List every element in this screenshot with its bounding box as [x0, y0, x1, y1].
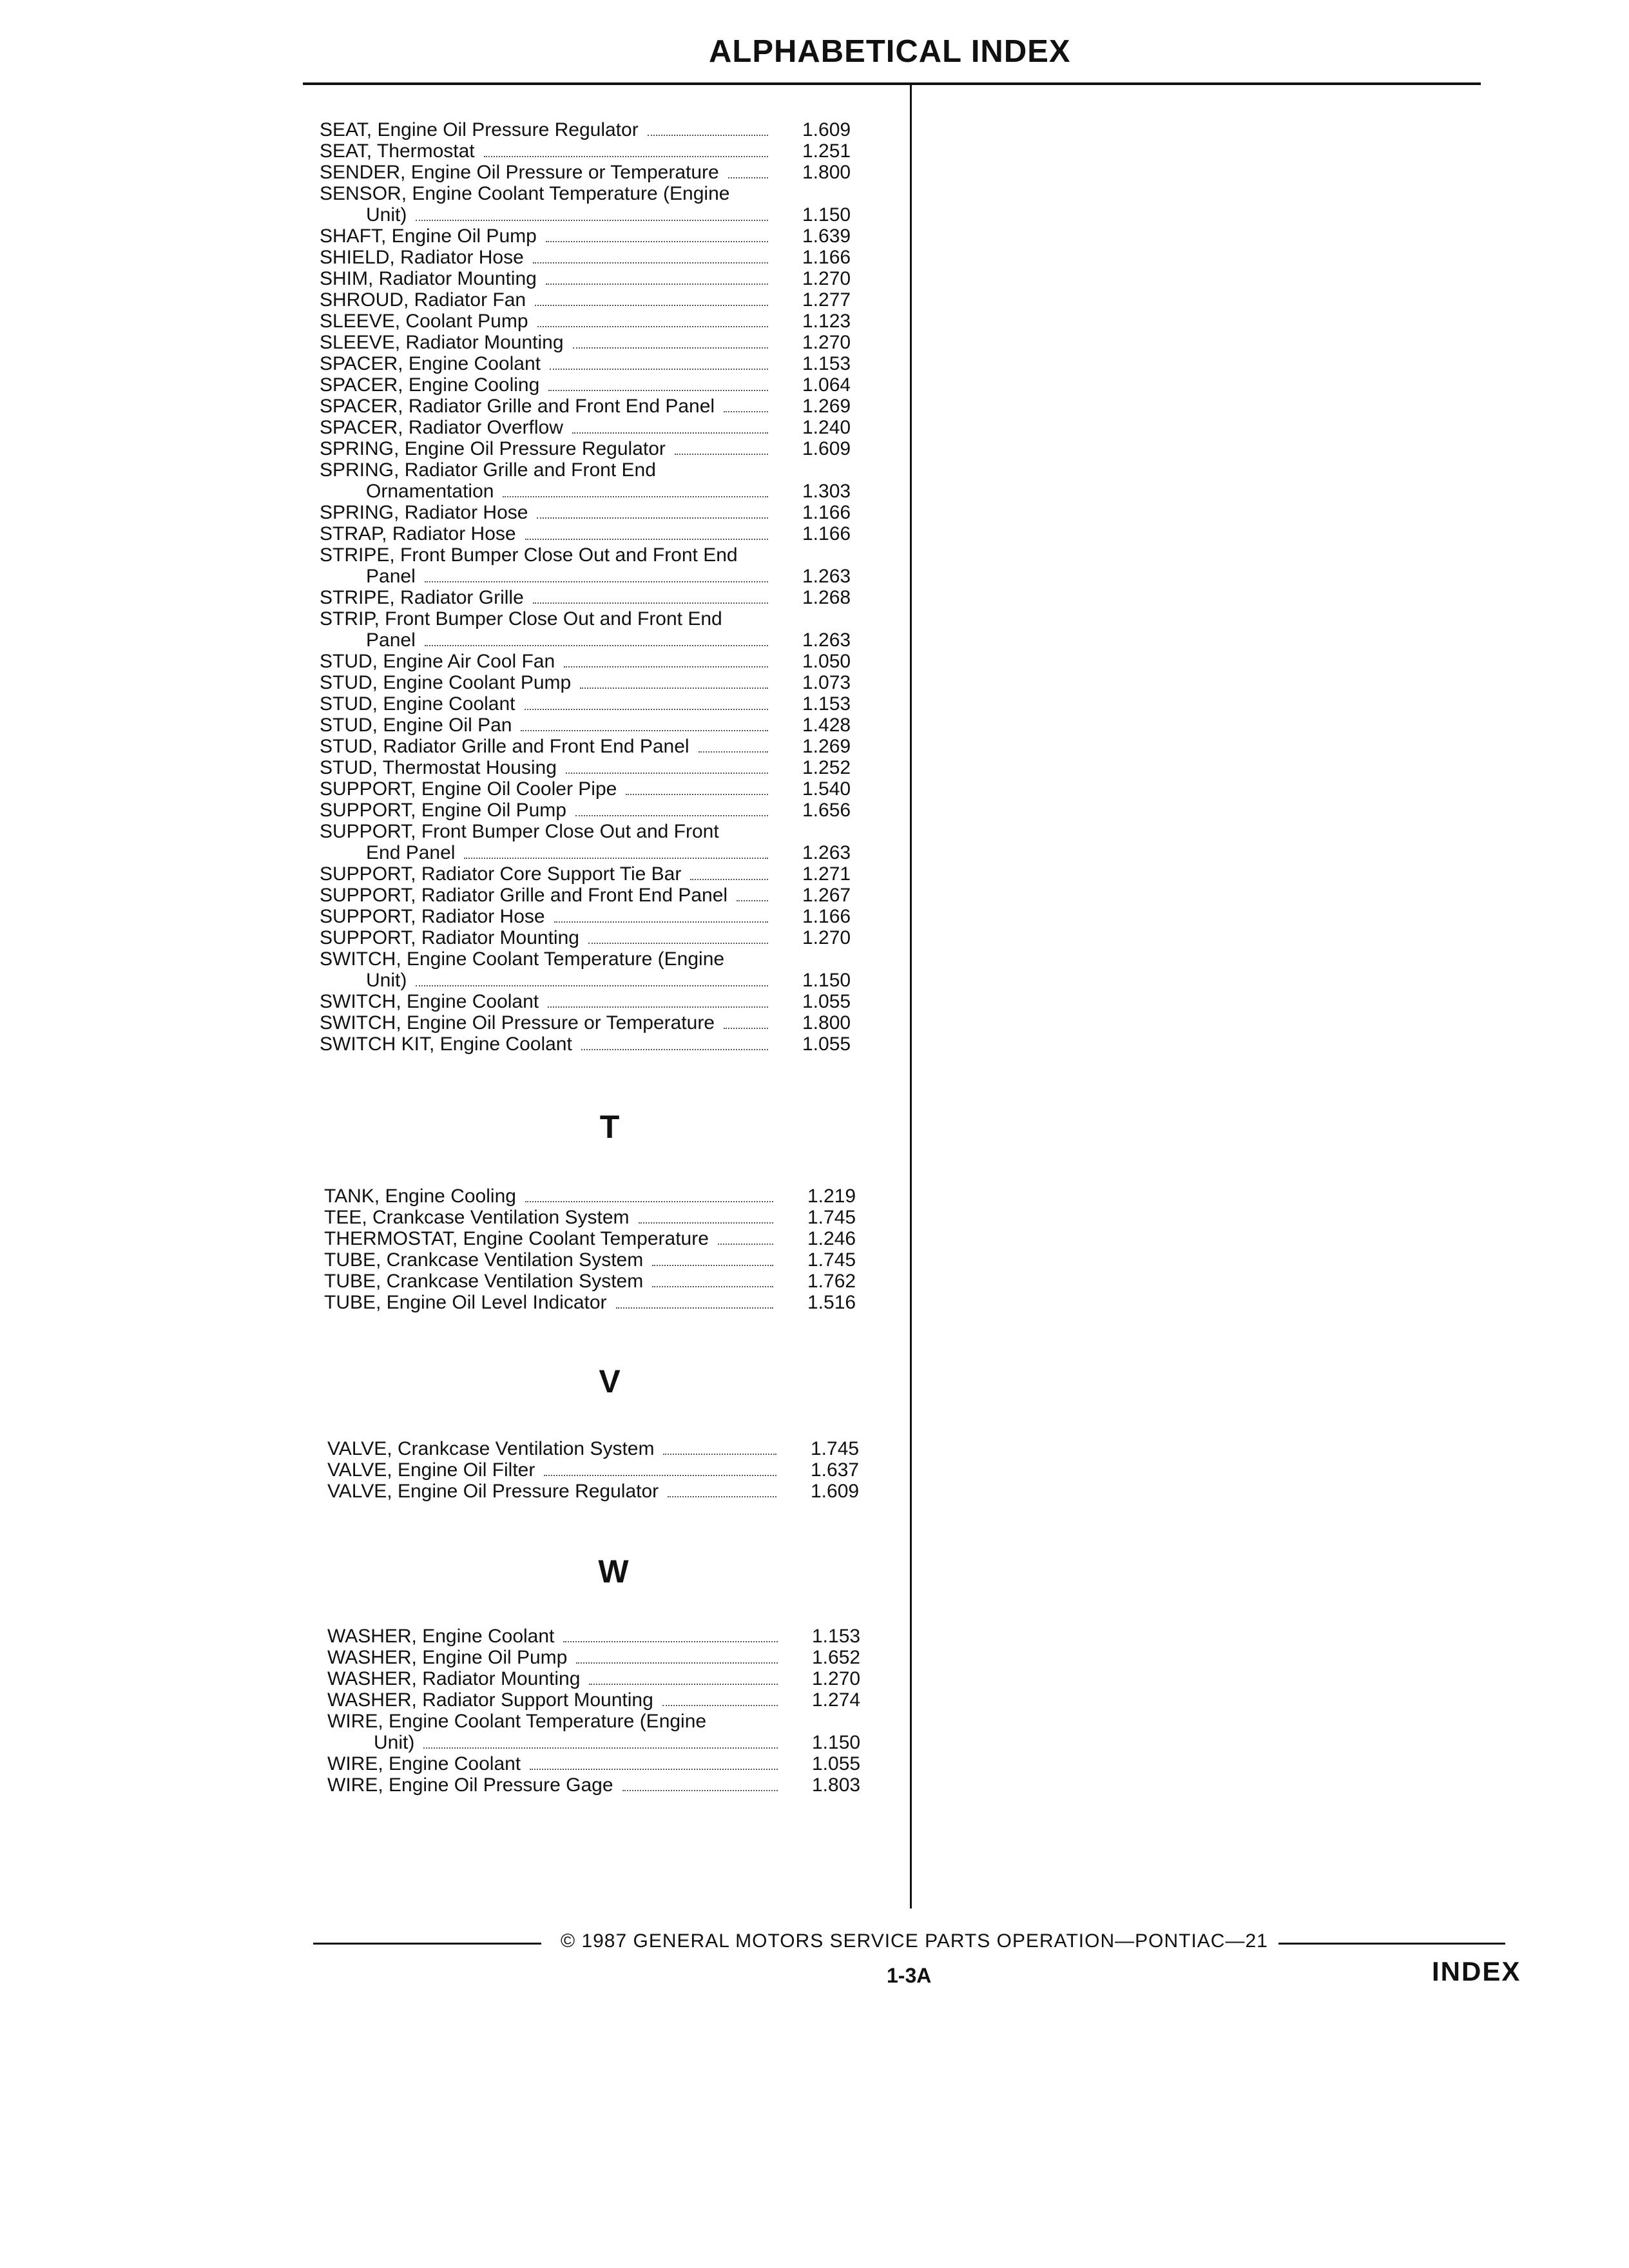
dot-leader	[533, 601, 768, 604]
entry-text-continued: Panel	[366, 629, 416, 651]
index-entry	[0, 268, 902, 289]
header-rule	[303, 82, 1481, 85]
page-reference: 1.246	[807, 1228, 856, 1249]
dot-leader	[425, 643, 768, 646]
dot-leader	[546, 239, 768, 242]
index-entry	[0, 651, 902, 672]
index-entry	[0, 502, 902, 523]
entry-text: SPACER, Radiator Grille and Front End Panel	[320, 396, 715, 417]
index-entry	[0, 1774, 902, 1796]
index-entry	[0, 1438, 902, 1459]
index-entry	[0, 353, 902, 374]
entry-text-continued: Ornamentation	[366, 481, 494, 502]
page-reference: 1.609	[802, 119, 851, 140]
dot-leader	[530, 1767, 778, 1770]
page-number: 1-3A	[887, 1964, 932, 1987]
dot-leader	[728, 175, 768, 178]
dot-leader	[525, 707, 769, 710]
dot-leader	[724, 409, 768, 412]
entry-text: SUPPORT, Radiator Core Support Tie Bar	[320, 863, 682, 885]
index-entry	[0, 948, 902, 991]
page-reference: 1.166	[802, 523, 851, 544]
dot-leader	[537, 324, 768, 327]
entry-text: SENSOR, Engine Coolant Temperature (Engine	[320, 183, 730, 204]
index-entry	[0, 459, 902, 502]
entry-text: TUBE, Crankcase Ventilation System	[324, 1249, 644, 1271]
footer-copyright: © 1987 GENERAL MOTORS SERVICE PARTS OPERATION—PONTIAC—21	[561, 1930, 1268, 1952]
entry-text: VALVE, Engine Oil Pressure Regulator	[327, 1481, 659, 1502]
page-reference: 1.252	[802, 757, 851, 778]
entry-text: SHAFT, Engine Oil Pump	[320, 226, 537, 247]
page-reference: 1.166	[802, 247, 851, 268]
index-entry	[0, 311, 902, 332]
index-entry	[0, 183, 902, 226]
dot-leader	[503, 494, 768, 497]
page-reference: 1.055	[812, 1753, 861, 1774]
page-reference: 1.745	[811, 1438, 860, 1459]
index-entry	[0, 1033, 902, 1055]
entry-text: SHIM, Radiator Mounting	[320, 268, 537, 289]
dot-leader	[648, 133, 768, 136]
entry-text: SPACER, Engine Coolant	[320, 353, 541, 374]
index-entry	[0, 417, 902, 438]
dot-leader	[566, 771, 768, 774]
entry-text-continued: End Panel	[366, 842, 456, 863]
entry-text: VALVE, Crankcase Ventilation System	[327, 1438, 655, 1459]
index-entry	[0, 1271, 902, 1292]
footer-rule-left	[313, 1943, 541, 1945]
entry-text: SPACER, Engine Cooling	[320, 374, 540, 396]
dot-leader	[668, 1494, 776, 1497]
page-title: ALPHABETICAL INDEX	[709, 34, 1071, 69]
index-entry	[0, 544, 902, 587]
index-entry	[0, 140, 902, 162]
entry-text: STRAP, Radiator Hose	[320, 523, 516, 544]
entry-text: VALVE, Engine Oil Filter	[327, 1459, 535, 1481]
page-reference: 1.277	[802, 289, 851, 311]
entry-text: SUPPORT, Front Bumper Close Out and Front	[320, 821, 719, 842]
dot-leader	[639, 1220, 773, 1224]
index-entry	[0, 608, 902, 651]
index-entry	[0, 715, 902, 736]
entry-text: SPACER, Radiator Overflow	[320, 417, 563, 438]
entry-text: TUBE, Crankcase Ventilation System	[324, 1271, 644, 1292]
index-entry	[0, 1186, 902, 1207]
entry-text: STUD, Engine Coolant Pump	[320, 672, 572, 693]
dot-leader	[718, 1242, 773, 1245]
entry-text: TUBE, Engine Oil Level Indicator	[324, 1292, 607, 1313]
page-reference: 1.268	[802, 587, 851, 608]
entry-text-continued: Unit)	[374, 1732, 415, 1753]
entry-text: SUPPORT, Engine Oil Cooler Pipe	[320, 778, 617, 800]
entry-text: WIRE, Engine Coolant Temperature (Engine	[327, 1711, 707, 1732]
page-reference: 1.652	[812, 1647, 861, 1668]
dot-leader	[554, 919, 768, 923]
page-reference: 1.803	[812, 1774, 861, 1796]
dot-leader	[699, 749, 768, 753]
index-entry	[0, 800, 902, 821]
index-section-w	[0, 1626, 902, 1796]
index-entry	[0, 374, 902, 396]
entry-text: SUPPORT, Engine Oil Pump	[320, 800, 566, 821]
page-reference: 1.745	[807, 1207, 856, 1228]
page-reference: 1.251	[802, 140, 851, 162]
page-reference: 1.123	[802, 311, 851, 332]
page-reference: 1.270	[802, 268, 851, 289]
index-entry	[0, 247, 902, 268]
page-reference: 1.270	[802, 332, 851, 353]
entry-text: WASHER, Engine Coolant	[327, 1626, 555, 1647]
page-reference: 1.270	[812, 1668, 861, 1689]
section-letter-t: T	[599, 1109, 620, 1145]
index-section-s	[0, 119, 902, 1055]
page-reference: 1.150	[812, 1732, 861, 1753]
page-reference: 1.150	[802, 204, 851, 226]
entry-text: SEAT, Thermostat	[320, 140, 475, 162]
dot-leader	[544, 1473, 776, 1476]
footer-rule-right	[1278, 1943, 1505, 1945]
dot-leader	[737, 898, 768, 901]
entry-text: THERMOSTAT, Engine Coolant Temperature	[324, 1228, 709, 1249]
page-reference: 1.064	[802, 374, 851, 396]
dot-leader	[537, 515, 768, 519]
entry-text: WASHER, Radiator Mounting	[327, 1668, 581, 1689]
page-reference: 1.150	[802, 970, 851, 991]
index-entry	[0, 863, 902, 885]
page-reference: 1.637	[811, 1459, 860, 1481]
entry-text: STUD, Engine Coolant	[320, 693, 516, 715]
page-reference: 1.050	[802, 651, 851, 672]
index-entry	[0, 438, 902, 459]
index-entry	[0, 885, 902, 906]
entry-text: WASHER, Engine Oil Pump	[327, 1647, 568, 1668]
page-reference: 1.166	[802, 502, 851, 523]
entry-text: TANK, Engine Cooling	[324, 1186, 516, 1207]
entry-text: STUD, Engine Air Cool Fan	[320, 651, 555, 672]
entry-text: SEAT, Engine Oil Pressure Regulator	[320, 119, 639, 140]
dot-leader	[572, 430, 768, 434]
page-reference: 1.303	[802, 481, 851, 502]
page-reference: 1.055	[802, 1033, 851, 1055]
entry-text: SLEEVE, Coolant Pump	[320, 311, 528, 332]
index-entry	[0, 821, 902, 863]
index-entry	[0, 1647, 902, 1668]
index-entry	[0, 523, 902, 544]
index-entry	[0, 757, 902, 778]
index-entry	[0, 672, 902, 693]
dot-leader	[675, 452, 768, 455]
dot-leader	[588, 941, 768, 944]
dot-leader	[616, 1305, 773, 1309]
index-entry	[0, 736, 902, 757]
dot-leader	[525, 1199, 773, 1202]
dot-leader	[690, 877, 768, 880]
entry-text-continued: Unit)	[366, 970, 407, 991]
page-reference: 1.240	[802, 417, 851, 438]
entry-text-continued: Unit)	[366, 204, 407, 226]
entry-text: SUPPORT, Radiator Hose	[320, 906, 545, 927]
page-reference: 1.263	[802, 629, 851, 651]
index-entry	[0, 1228, 902, 1249]
entry-text: SWITCH KIT, Engine Coolant	[320, 1033, 572, 1055]
index-entry	[0, 1459, 902, 1481]
page-reference: 1.428	[802, 715, 851, 736]
dot-leader	[464, 856, 768, 859]
dot-leader	[563, 1639, 778, 1642]
entry-text: STRIPE, Radiator Grille	[320, 587, 524, 608]
page-reference: 1.073	[802, 672, 851, 693]
index-entry	[0, 1626, 902, 1647]
dot-leader	[533, 260, 768, 264]
entry-text: WASHER, Radiator Support Mounting	[327, 1689, 653, 1711]
page-reference: 1.055	[802, 991, 851, 1012]
section-letter-v: V	[599, 1363, 621, 1399]
dot-leader	[416, 983, 768, 986]
dot-leader	[589, 1682, 778, 1685]
entry-text: STUD, Engine Oil Pan	[320, 715, 512, 736]
dot-leader	[580, 686, 768, 689]
index-entry	[0, 1689, 902, 1711]
dot-leader	[724, 1026, 768, 1029]
page-reference: 1.263	[802, 566, 851, 587]
index-entry	[0, 1012, 902, 1033]
dot-leader	[564, 664, 768, 668]
index-entry	[0, 1711, 902, 1753]
page-reference: 1.800	[802, 1012, 851, 1033]
page-reference: 1.745	[807, 1249, 856, 1271]
section-label: INDEX	[1432, 1956, 1521, 1986]
dot-leader	[663, 1452, 776, 1455]
dot-leader	[622, 1788, 778, 1791]
entry-text: SWITCH, Engine Coolant Temperature (Engine	[320, 948, 725, 970]
dot-leader	[484, 154, 768, 157]
page-reference: 1.609	[811, 1481, 860, 1502]
entry-text: SWITCH, Engine Coolant	[320, 991, 539, 1012]
index-entry	[0, 162, 902, 183]
entry-text: SLEEVE, Radiator Mounting	[320, 332, 564, 353]
index-entry	[0, 587, 902, 608]
dot-leader	[576, 1660, 778, 1664]
dot-leader	[626, 792, 768, 795]
page-reference: 1.269	[802, 396, 851, 417]
index-entry	[0, 1292, 902, 1313]
page-reference: 1.800	[802, 162, 851, 183]
section-letter-w: W	[598, 1553, 629, 1590]
entry-text: SENDER, Engine Oil Pressure or Temperature	[320, 162, 719, 183]
page-reference: 1.263	[802, 842, 851, 863]
dot-leader	[548, 1004, 768, 1008]
dot-leader	[550, 367, 768, 370]
page-reference: 1.219	[807, 1186, 856, 1207]
entry-text: SWITCH, Engine Oil Pressure or Temperature	[320, 1012, 715, 1033]
index-entry	[0, 1668, 902, 1689]
entry-text: SPRING, Engine Oil Pressure Regulator	[320, 438, 666, 459]
index-section-v	[0, 1438, 902, 1502]
entry-text: STUD, Thermostat Housing	[320, 757, 557, 778]
dot-leader	[423, 1745, 778, 1749]
dot-leader	[548, 388, 768, 391]
index-entry	[0, 991, 902, 1012]
index-entry	[0, 1249, 902, 1271]
index-entry	[0, 226, 902, 247]
entry-text: SPRING, Radiator Grille and Front End	[320, 459, 656, 481]
page-reference: 1.166	[802, 906, 851, 927]
page-reference: 1.540	[802, 778, 851, 800]
index-entry	[0, 927, 902, 948]
dot-leader	[521, 728, 768, 731]
dot-leader	[416, 218, 768, 221]
entry-text: SHIELD, Radiator Hose	[320, 247, 524, 268]
index-entry	[0, 1481, 902, 1502]
dot-leader	[425, 579, 768, 582]
page-reference: 1.639	[802, 226, 851, 247]
dot-leader	[652, 1263, 773, 1266]
dot-leader	[546, 282, 768, 285]
index-entry	[0, 1207, 902, 1228]
dot-leader	[573, 345, 768, 349]
dot-leader	[652, 1284, 773, 1287]
index-entry	[0, 693, 902, 715]
entry-text: WIRE, Engine Oil Pressure Gage	[327, 1774, 613, 1796]
page-reference: 1.153	[802, 693, 851, 715]
index-entry	[0, 1753, 902, 1774]
entry-text: STRIPE, Front Bumper Close Out and Front End	[320, 544, 738, 566]
entry-text: SHROUD, Radiator Fan	[320, 289, 526, 311]
entry-text: STUD, Radiator Grille and Front End Panel	[320, 736, 689, 757]
entry-text: WIRE, Engine Coolant	[327, 1753, 521, 1774]
entry-text: SPRING, Radiator Hose	[320, 502, 528, 523]
page-reference: 1.609	[802, 438, 851, 459]
page-reference: 1.270	[802, 927, 851, 948]
dot-leader	[662, 1703, 778, 1706]
column-divider	[910, 85, 912, 1908]
index-entry	[0, 119, 902, 140]
page-reference: 1.516	[807, 1292, 856, 1313]
dot-leader	[525, 537, 768, 540]
index-entry	[0, 778, 902, 800]
dot-leader	[581, 1047, 768, 1050]
page-reference: 1.656	[802, 800, 851, 821]
page-reference: 1.762	[807, 1271, 856, 1292]
index-entry	[0, 906, 902, 927]
page-reference: 1.153	[802, 353, 851, 374]
page-reference: 1.269	[802, 736, 851, 757]
dot-leader	[575, 813, 768, 816]
page-reference: 1.271	[802, 863, 851, 885]
page-reference: 1.267	[802, 885, 851, 906]
index-entry	[0, 332, 902, 353]
page-reference: 1.153	[812, 1626, 861, 1647]
entry-text: SUPPORT, Radiator Grille and Front End Panel	[320, 885, 728, 906]
entry-text: TEE, Crankcase Ventilation System	[324, 1207, 630, 1228]
entry-text-continued: Panel	[366, 566, 416, 587]
index-entry	[0, 396, 902, 417]
index-section-t	[0, 1186, 902, 1313]
entry-text: STRIP, Front Bumper Close Out and Front End	[320, 608, 722, 629]
index-entry	[0, 289, 902, 311]
entry-text: SUPPORT, Radiator Mounting	[320, 927, 579, 948]
dot-leader	[535, 303, 768, 306]
page-reference: 1.274	[812, 1689, 861, 1711]
